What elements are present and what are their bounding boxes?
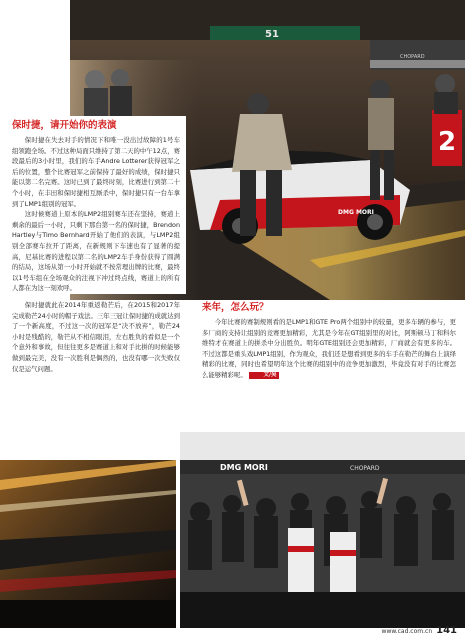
section-porsche-performance	[6, 116, 186, 294]
page-footer	[382, 625, 457, 636]
section-lower-text	[6, 300, 186, 374]
paragraph-next-year-text: 今年比赛的赛制规则看的是LMP1和GTE Pro两个组别中的较量，更多车辆的参与，更多厂商的支持让组别的竞赛更加精彩，尤其是今年在GT组别里的对比，阿斯顿马丁和科尔维特才在赛道上的拼杀中分出胜负。明年GTE组别还会更加精彩，厂商就会有更多的车。不过这都是重头戏LMP1组别，作为观众，我们还是想看到更多的车手在勒芒的舞台上演绎精彩的比赛，同时也希望明年这个比赛的组别中的竞争更加激烈，毕竟没有对手的比赛怎么能够精彩呢。	[202, 318, 456, 379]
banner-sponsor-2: CHOPARD	[350, 465, 380, 472]
paragraph-next-year	[202, 317, 456, 381]
sponsor-banner: CHOPARD	[400, 54, 425, 60]
paragraph-2: 这时候赛道上原本的LMP2组别赛车还在坚持，赛道上剩余的最后一小时，只剩下那台第一名的保时捷，Brendon Hartley与Timo Bernhard开始了他们的表演，与LMP2组别全部赛车拉开了距离，在新规则下车速也有了显著的提高，尼基比赛的进程以第二名的LMP2车手身份获得了圆满的结局，这场从第一小时开始就不按常理出牌的比赛，最终以1号车组在全场观众的注视下冲过终点线，赛道上的所有人都在为这一刻欢呼。	[12, 210, 180, 293]
pit-number: 51	[265, 29, 279, 40]
night-track-photo	[0, 460, 176, 628]
section-next-year	[200, 302, 458, 381]
page-number: 141	[436, 625, 457, 636]
car-sponsor: DMG MORI	[338, 209, 374, 216]
banner-sponsor: DMG MORI	[220, 463, 268, 472]
celebration-photo	[180, 432, 465, 628]
paragraph-1: 保时捷在失去对手的情况下和唯一没出过故障的1号车组领跑全场。不过这种局面只维持了第二天的中午12点，赛段最后的3小时里，我们的车手Andre Lotterer获得冠军之后的位置，整个比赛冠军之前保持了最好的成绩，保时捷只能以第二名完赛。这时已到了最终时刻，比赛进行到第二十个小时，在丰田和保时捷相互厮杀中，保时捷只有一台车拿到了LMP1组别的冠军。	[12, 136, 180, 208]
end-mark: 文/吴	[249, 372, 279, 379]
footer-url: www.cad.com.cn	[381, 628, 433, 635]
section-heading: 保时捷，请开始你的表演	[12, 120, 117, 131]
paragraph-3: 保时捷就此在2014年重返勒芒后，在2015和2017年完成勒芒24小时的帽子戏法。三年三冠让保时捷的成就达到了一个新高度，不过这一次的冠军是“决不放弃”，勒芒24小时是残酷的，勒芒从不相信眼泪，左右胜负的看似是一个个意外和事故，但往往更多是赛道上和对手比拼的时候能够做到最完美，没有一次胜利是偶然的，也没有哪一次失败仅仅是运气问题。	[12, 301, 180, 373]
section-heading-next-year: 来年，怎么玩？	[202, 302, 269, 313]
pit-board-number: 2	[438, 127, 457, 157]
